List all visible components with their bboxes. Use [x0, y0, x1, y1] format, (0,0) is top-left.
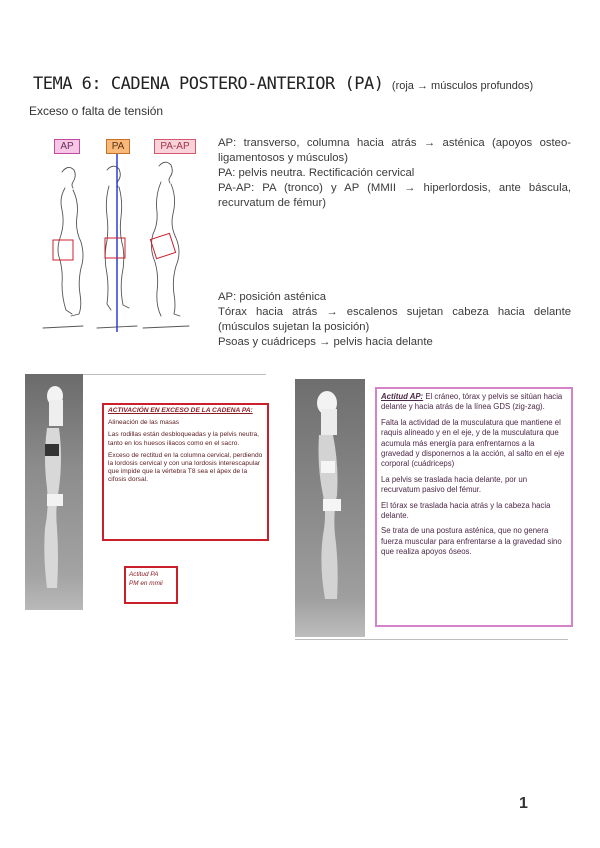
ap-notes-block [218, 290, 571, 350]
tag-ap: AP [54, 139, 80, 154]
pa-box-line: Exceso de rectitud en la columna cervical, perdiendo la lordosis cervical y con una lordosis interescapular que impide que la vértebra T8 sea el ápex de la cifosis dorsal. [108, 451, 263, 484]
tag-pa-ap: PA-AP [154, 139, 196, 154]
pa-attitude-line: Actitud PA [129, 571, 159, 578]
ap-box-line: La pelvis se traslada hacia delante, por un recurvatum pasivo del fémur. [381, 474, 528, 495]
pa-attitude-line: PM en mmii [129, 580, 163, 587]
page-subtitle: Exceso o falta de tensión [29, 104, 164, 118]
title-main: TEMA 6: CADENA POSTERO-ANTERIOR (PA) [33, 74, 384, 94]
ap-attitude-box [375, 387, 573, 627]
ap-box-first-paragraph [381, 392, 567, 413]
ap-note: Tórax hacia atrás → escalenos sujetan cabeza hacia delante (músculos sujetan la posición) [218, 306, 571, 333]
pa-activation-box [102, 403, 269, 541]
ap-box-line: Falta la actividad de la musculatura que mantiene el raquis alineado y en el eje, y de la musculatura que acumula más energía para enfrentarnos a la gravedad y disponernos a la acción, al salto en el eje corporal (cuádriceps) [381, 417, 565, 469]
pa-box-line: Alineación de las masas [108, 419, 180, 427]
posture-photo-pa [25, 374, 83, 610]
pa-box-heading: ACTIVACIÓN EN EXCESO DE LA CADENA PA: [108, 407, 253, 414]
page-number: 1 [519, 795, 528, 812]
pa-attitude-box [124, 566, 178, 604]
tag-pa: PA [106, 139, 130, 154]
pa-box-line: Las rodillas están desbloqueadas y la pelvis neutra, tanto en los huesos iliacos como en el sacro. [108, 431, 260, 447]
title-note: (roja → músculos profundos) [391, 80, 534, 92]
ap-box-lead: Actitud AP: [381, 392, 424, 401]
divider [295, 639, 568, 640]
posture-figure-ap-icon [43, 167, 83, 328]
ap-box-line: Se trata de una postura asténica, que no genera fuerza muscular para enfrentarse a la gravedad sino que realiza apoyos óseos. [381, 526, 562, 557]
definition-pa-ap: PA-AP: PA (tronco) y AP (MMII → hiperlordosis, ante báscula, recurvatum de fémur) [218, 182, 571, 209]
definition-ap: AP: transverso, columna hacia atrás → asténica (apoyos osteo-ligamentosos y músculos) [218, 137, 571, 164]
ap-note: Psoas y cuádriceps → pelvis hacia delante [218, 336, 433, 348]
ap-box-line: El tórax se traslada hacia atrás y la cabeza hacia delante. [381, 500, 551, 521]
definitions-block [218, 136, 571, 211]
ap-box-first: El cráneo, tórax y pelvis se sitúan hacia delante y hacia atrás de la línea GDS (zig-zag). [381, 392, 563, 412]
posture-figures-illustration [35, 152, 205, 334]
posture-figure-pa-ap-icon [143, 162, 189, 328]
page-title [33, 74, 533, 94]
posture-photo-ap [295, 379, 365, 637]
ap-note: AP: posición asténica [218, 291, 327, 303]
definition-pa: PA: pelvis neutra. Rectificación cervical [218, 167, 415, 179]
